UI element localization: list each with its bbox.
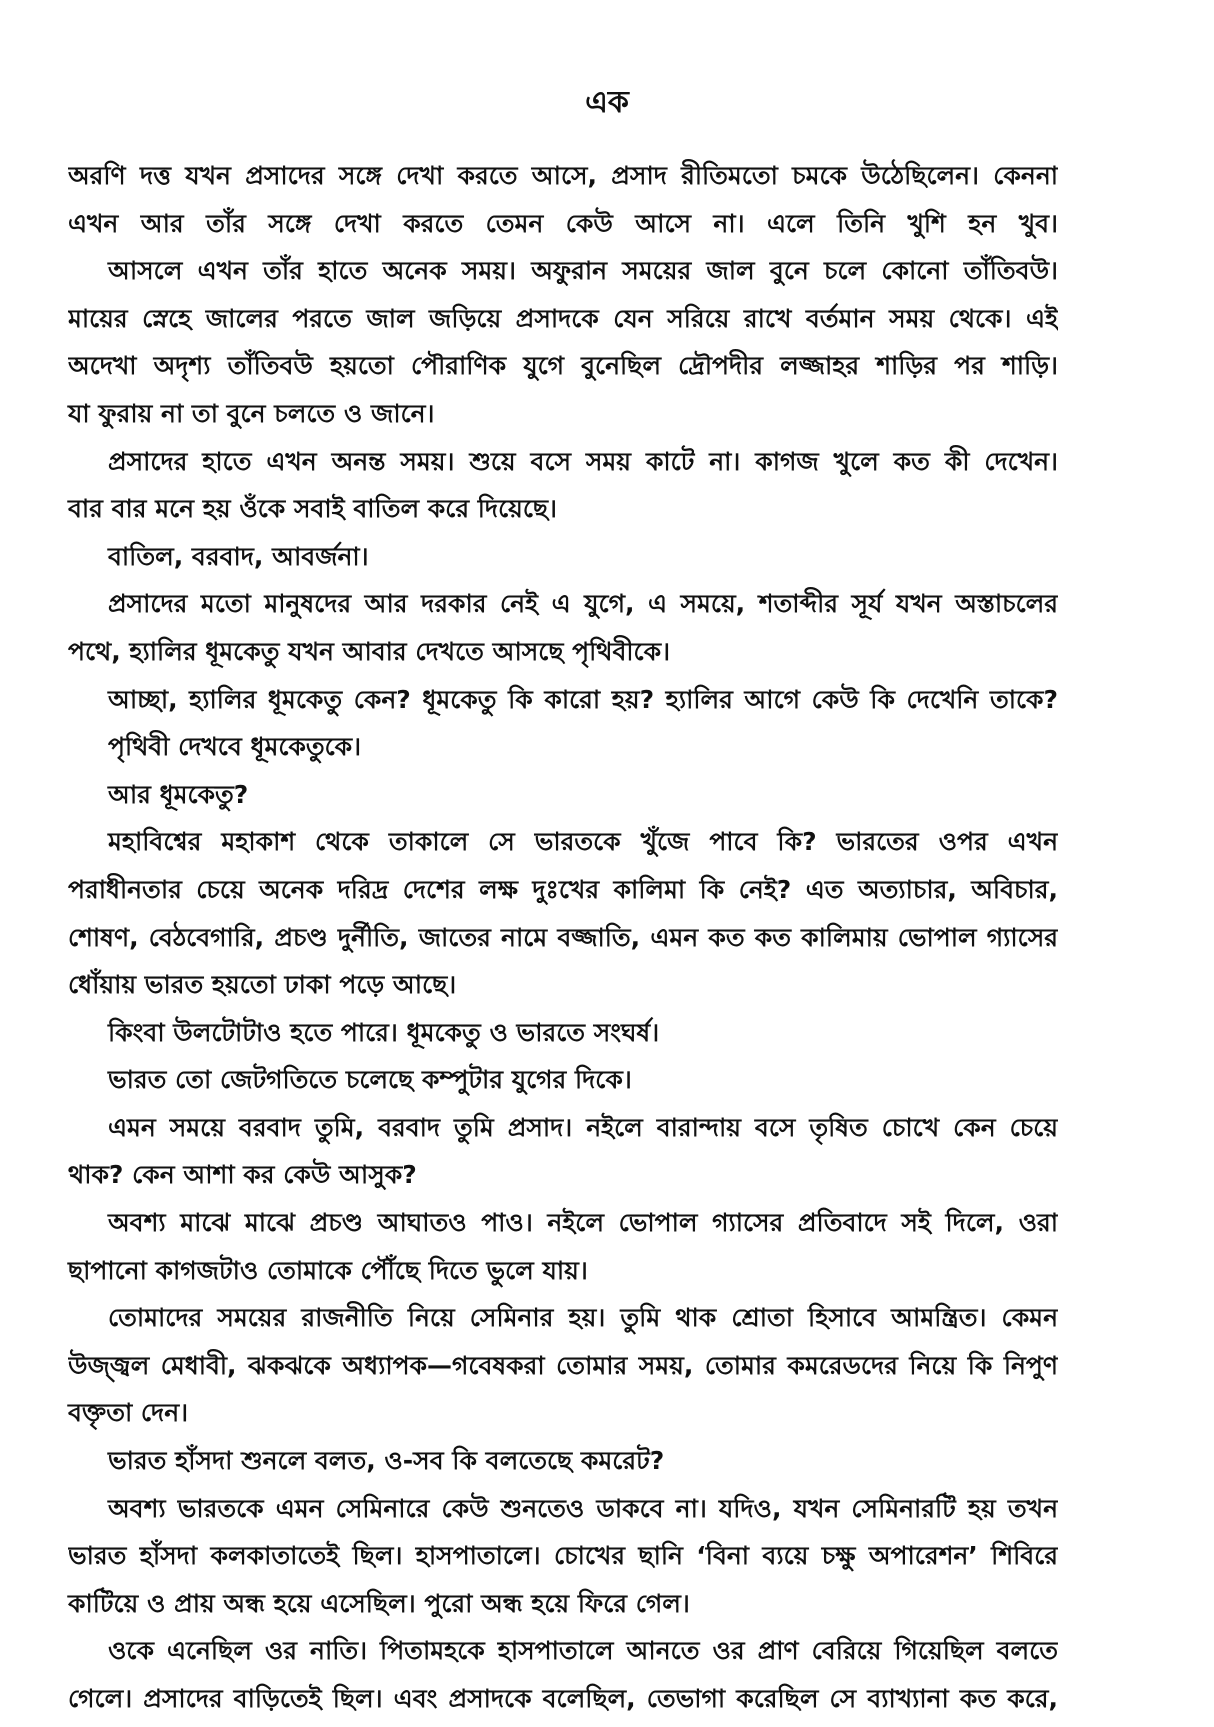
text-line: প্রসাদের মতো মানুষদের আর দরকার নেই এ যুগে, এ সময়ে, শতাব্দীর সূর্য যখন অস্তাচলের	[108, 589, 1058, 619]
chapter-title: এক	[585, 85, 629, 120]
text-line: আসলে এখন তাঁর হাতে অনেক সময়। অফুরান সময়ের জাল বুনে চলে কোনো তাঁতিবউ।	[108, 256, 1058, 286]
text-line: বক্তৃতা দেন।	[68, 1398, 189, 1428]
text-line: এমন সময়ে বরবাদ তুমি, বরবাদ তুমি প্রসাদ। নইলে বারান্দায় বসে তৃষিত চোখে কেন চেয়ে	[108, 1112, 1058, 1142]
text-line: গেলে। প্রসাদের বাড়িতেই ছিল। এবং প্রসাদকে বলেছিল, তেভাগা করেছিল সে ব্যাখ্যানা কত করে,	[68, 1684, 1058, 1713]
text-line: কিংবা উলটোটাও হতে পারে। ধূমকেতু ও ভারতে সংঘর্ষ।	[108, 1017, 660, 1047]
body-text	[68, 156, 1058, 1727]
text-line: শোষণ, বেঠবেগারি, প্রচণ্ড দুর্নীতি, জাতের নামে বজ্জাতি, এমন কত কত কালিমায় ভোপাল গ্যাসের	[68, 922, 1058, 952]
text-line: অবশ্য ভারতকে এমন সেমিনারে কেউ শুনতেও ডাকবে না। যদিও, যখন সেমিনারটি হয় তখন	[108, 1493, 1058, 1523]
text-line: ভারত হাঁসদা শুনলে বলত, ও-সব কি বলতেছে কমরেট?	[108, 1446, 665, 1476]
text-line: ওকে এনেছিল ওর নাতি। পিতামহকে হাসপাতালে আনতে ওর প্রাণ বেরিয়ে গিয়েছিল বলতে	[108, 1636, 1058, 1666]
text-line: পথে, হ্যালির ধূমকেতু যখন আবার দেখতে আসছে পৃথিবীকে।	[68, 636, 671, 666]
text-line: অদেখা অদৃশ্য তাঁতিবউ হয়তো পৌরাণিক যুগে বুনেছিল দ্রৌপদীর লজ্জাহর শাড়ির পর শাড়ি।	[68, 351, 1058, 381]
text-line: ভারত হাঁসদা কলকাতাতেই ছিল। হাসপাতালে। চোখের ছানি ‘বিনা ব্যয়ে চক্ষু অপারেশন’ শিবিরে	[68, 1541, 1058, 1571]
text-line: বাতিল, বরবাদ, আবর্জনা।	[108, 541, 369, 571]
text-line: থাক? কেন আশা কর কেউ আসুক?	[68, 1160, 417, 1190]
text-line: মায়ের স্নেহে জালের পরতে জাল জড়িয়ে প্রসাদকে যেন সরিয়ে রাখে বর্তমান সময় থেকে। এই	[68, 303, 1058, 333]
text-line: আর ধূমকেতু?	[108, 779, 249, 809]
text-line: অবশ্য মাঝে মাঝে প্রচণ্ড আঘাতও পাও। নইলে ভোপাল গ্যাসের প্রতিবাদে সই দিলে, ওরা	[108, 1208, 1058, 1238]
text-line: উজ্জ্বল মেধাবী, ঝকঝকে অধ্যাপক—গবেষকরা তোমার সময়, তোমার কমরেডদের নিয়ে কি নিপুণ	[68, 1350, 1058, 1380]
text-line: তোমাদের সময়ের রাজনীতি নিয়ে সেমিনার হয়। তুমি থাক শ্রোতা হিসাবে আমন্ত্রিত। কেমন	[108, 1303, 1058, 1333]
text-line: আচ্ছা, হ্যালির ধূমকেতু কেন? ধূমকেতু কি কারো হয়? হ্যালির আগে কেউ কি দেখেনি তাকে?	[108, 684, 1058, 714]
text-line: বার বার মনে হয় ওঁকে সবাই বাতিল করে দিয়েছে।	[68, 494, 557, 524]
text-line: ভারত তো জেটগতিতে চলেছে কম্পুটার যুগের দিকে।	[108, 1065, 632, 1095]
text-line: পরাধীনতার চেয়ে অনেক দরিদ্র দেশের লক্ষ দুঃখের কালিমা কি নেই? এত অত্যাচার, অবিচার,	[68, 874, 1058, 904]
text-line: ধোঁয়ায় ভারত হয়তো ঢাকা পড়ে আছে।	[68, 970, 457, 1000]
text-line: ছাপানো কাগজটাও তোমাকে পৌঁছে দিতে ভুলে যায়।	[68, 1255, 588, 1285]
text-line: পৃথিবী দেখবে ধূমকেতুকে।	[108, 732, 362, 762]
text-line: এখন আর তাঁর সঙ্গে দেখা করতে তেমন কেউ আসে না। এলে তিনি খুশি হন খুব।	[68, 208, 1058, 238]
text-line: মহাবিশ্বের মহাকাশ থেকে তাকালে সে ভারতকে খুঁজে পাবে কি? ভারতের ওপর এখন	[108, 827, 1058, 857]
text-line: কাটিয়ে ও প্রায় অন্ধ হয়ে এসেছিল। পুরো অন্ধ হয়ে ফিরে গেল।	[68, 1588, 690, 1618]
text-line: প্রসাদের হাতে এখন অনন্ত সময়। শুয়ে বসে সময় কাটে না। কাগজ খুলে কত কী দেখেন।	[108, 446, 1058, 476]
text-line: যা ফুরায় না তা বুনে চলতে ও জানে।	[68, 398, 435, 428]
text-line: অরণি দত্ত যখন প্রসাদের সঙ্গে দেখা করতে আসে, প্রসাদ রীতিমতো চমকে উঠেছিলেন। কেননা	[68, 161, 1058, 190]
